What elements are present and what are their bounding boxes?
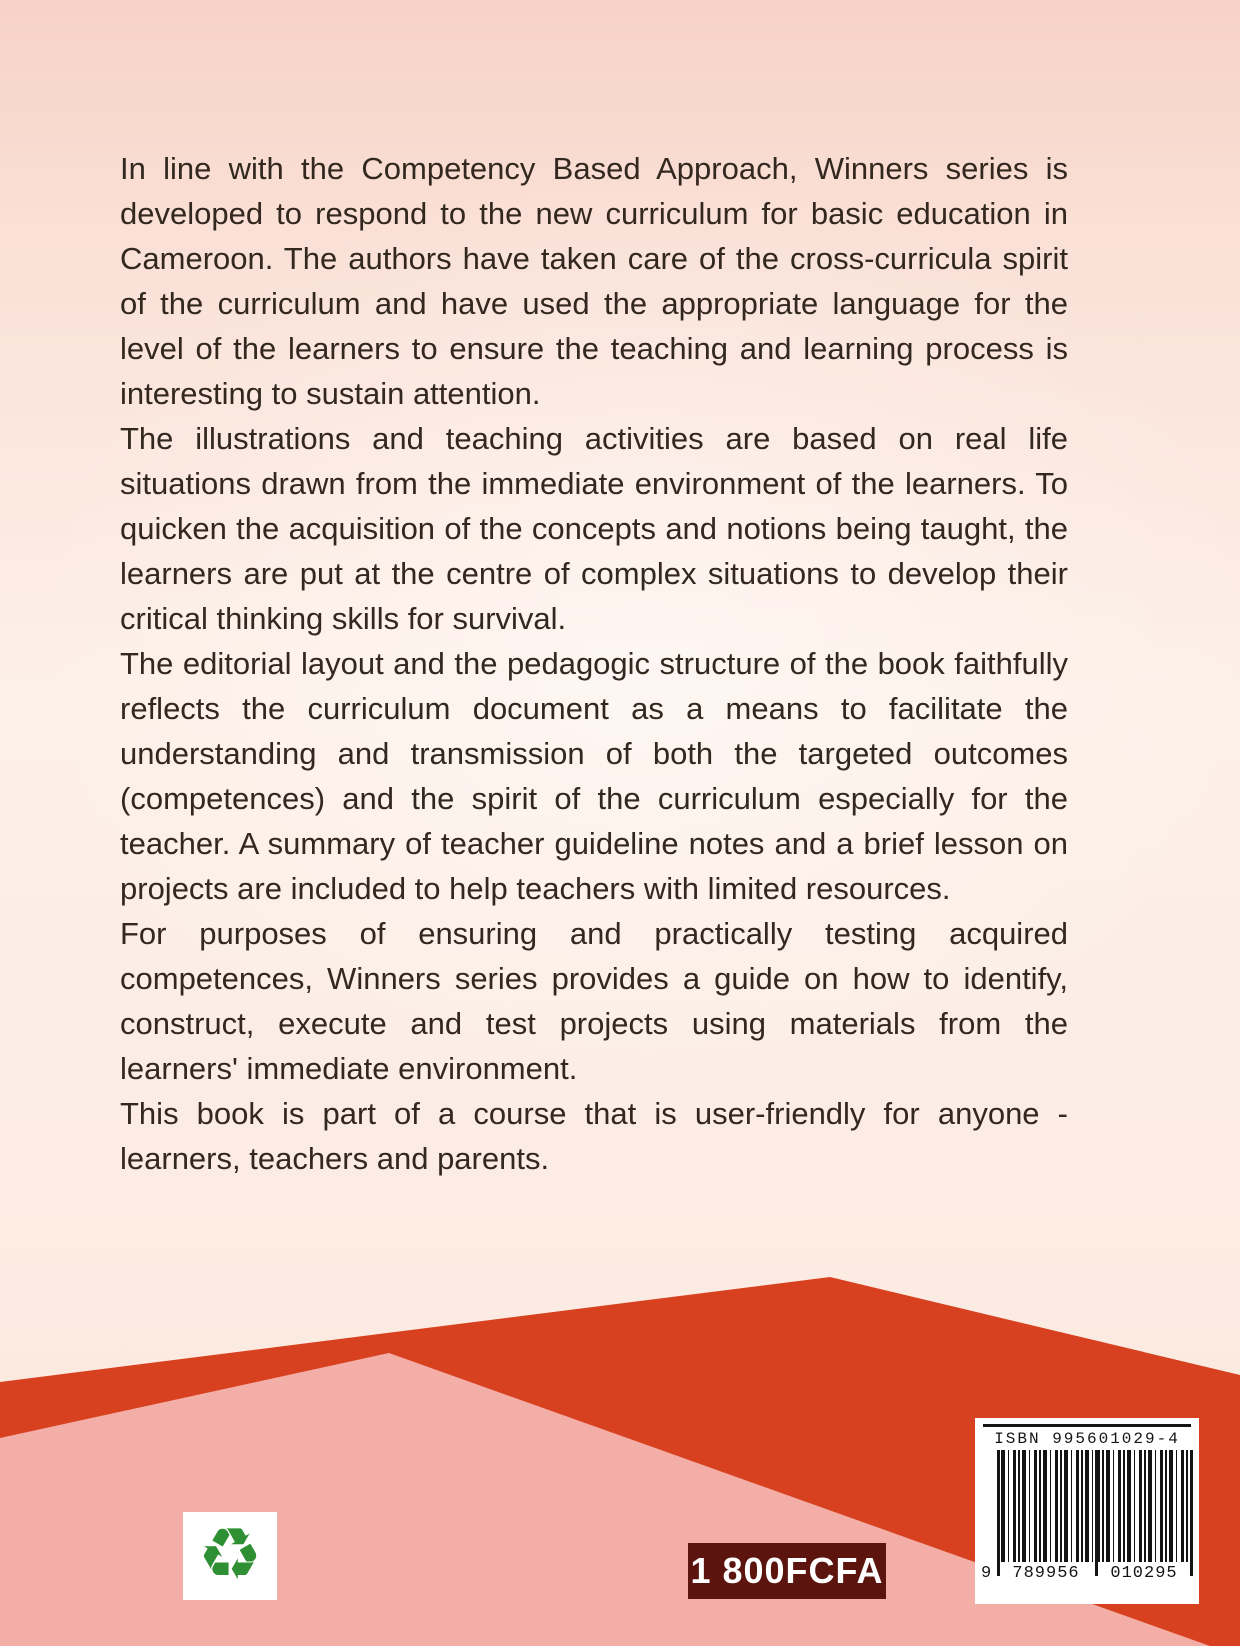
barcode-guard-left	[997, 1450, 1000, 1576]
barcode-digits	[981, 1564, 1193, 1583]
barcode-digit-group: 010295	[1110, 1564, 1178, 1583]
isbn-label: ISBN 995601029-4	[983, 1424, 1191, 1448]
price-label: 1 800FCFA	[690, 1550, 884, 1591]
paragraph: The editorial layout and the pedagogic structure of the book faithfully reflects the curriculum document as a means to facilitate the understanding and transmission of both the targeted outcomes (competences) and the spirit of the curriculum especially for the teacher. A summary of teacher guideline notes and a brief lesson on projects are included to help teachers with limited resources.	[120, 646, 1068, 906]
barcode-digit-group: 789956	[1012, 1564, 1080, 1583]
paragraph: In line with the Competency Based Approach, Winners series is developed to respond to the new curriculum for basic education in Cameroon. The authors have taken care of the cross-curricula spirit of the curriculum and have used the appropriate language for the level of the learners to ensure the teaching and learning process is interesting to sustain attention.	[120, 151, 1068, 411]
paragraph: For purposes of ensuring and practically testing acquired competences, Winners series provides a guide on how to identify, construct, execute and test projects using materials from the learners' immediate environment.	[120, 916, 1068, 1086]
barcode-area	[981, 1450, 1193, 1586]
recycle-symbol-box	[183, 1512, 277, 1600]
isbn-barcode	[975, 1418, 1199, 1604]
paragraph: This book is part of a course that is user-friendly for anyone - learners, teachers and parents.	[120, 1096, 1068, 1176]
barcode-guard-middle	[1095, 1450, 1098, 1576]
back-cover-text	[120, 146, 1068, 1181]
barcode-digit-lead: 9	[981, 1564, 993, 1583]
barcode-guard-right	[1190, 1450, 1193, 1576]
price-badge	[688, 1543, 886, 1599]
recycling-icon: ♻	[197, 1512, 263, 1596]
paragraph: The illustrations and teaching activities are based on real life situations drawn from the immediate environment of the learners. To quicken the acquisition of the concepts and notions being taught, the learners are put at the centre of complex situations to develop their critical thinking skills for survival.	[120, 421, 1068, 636]
